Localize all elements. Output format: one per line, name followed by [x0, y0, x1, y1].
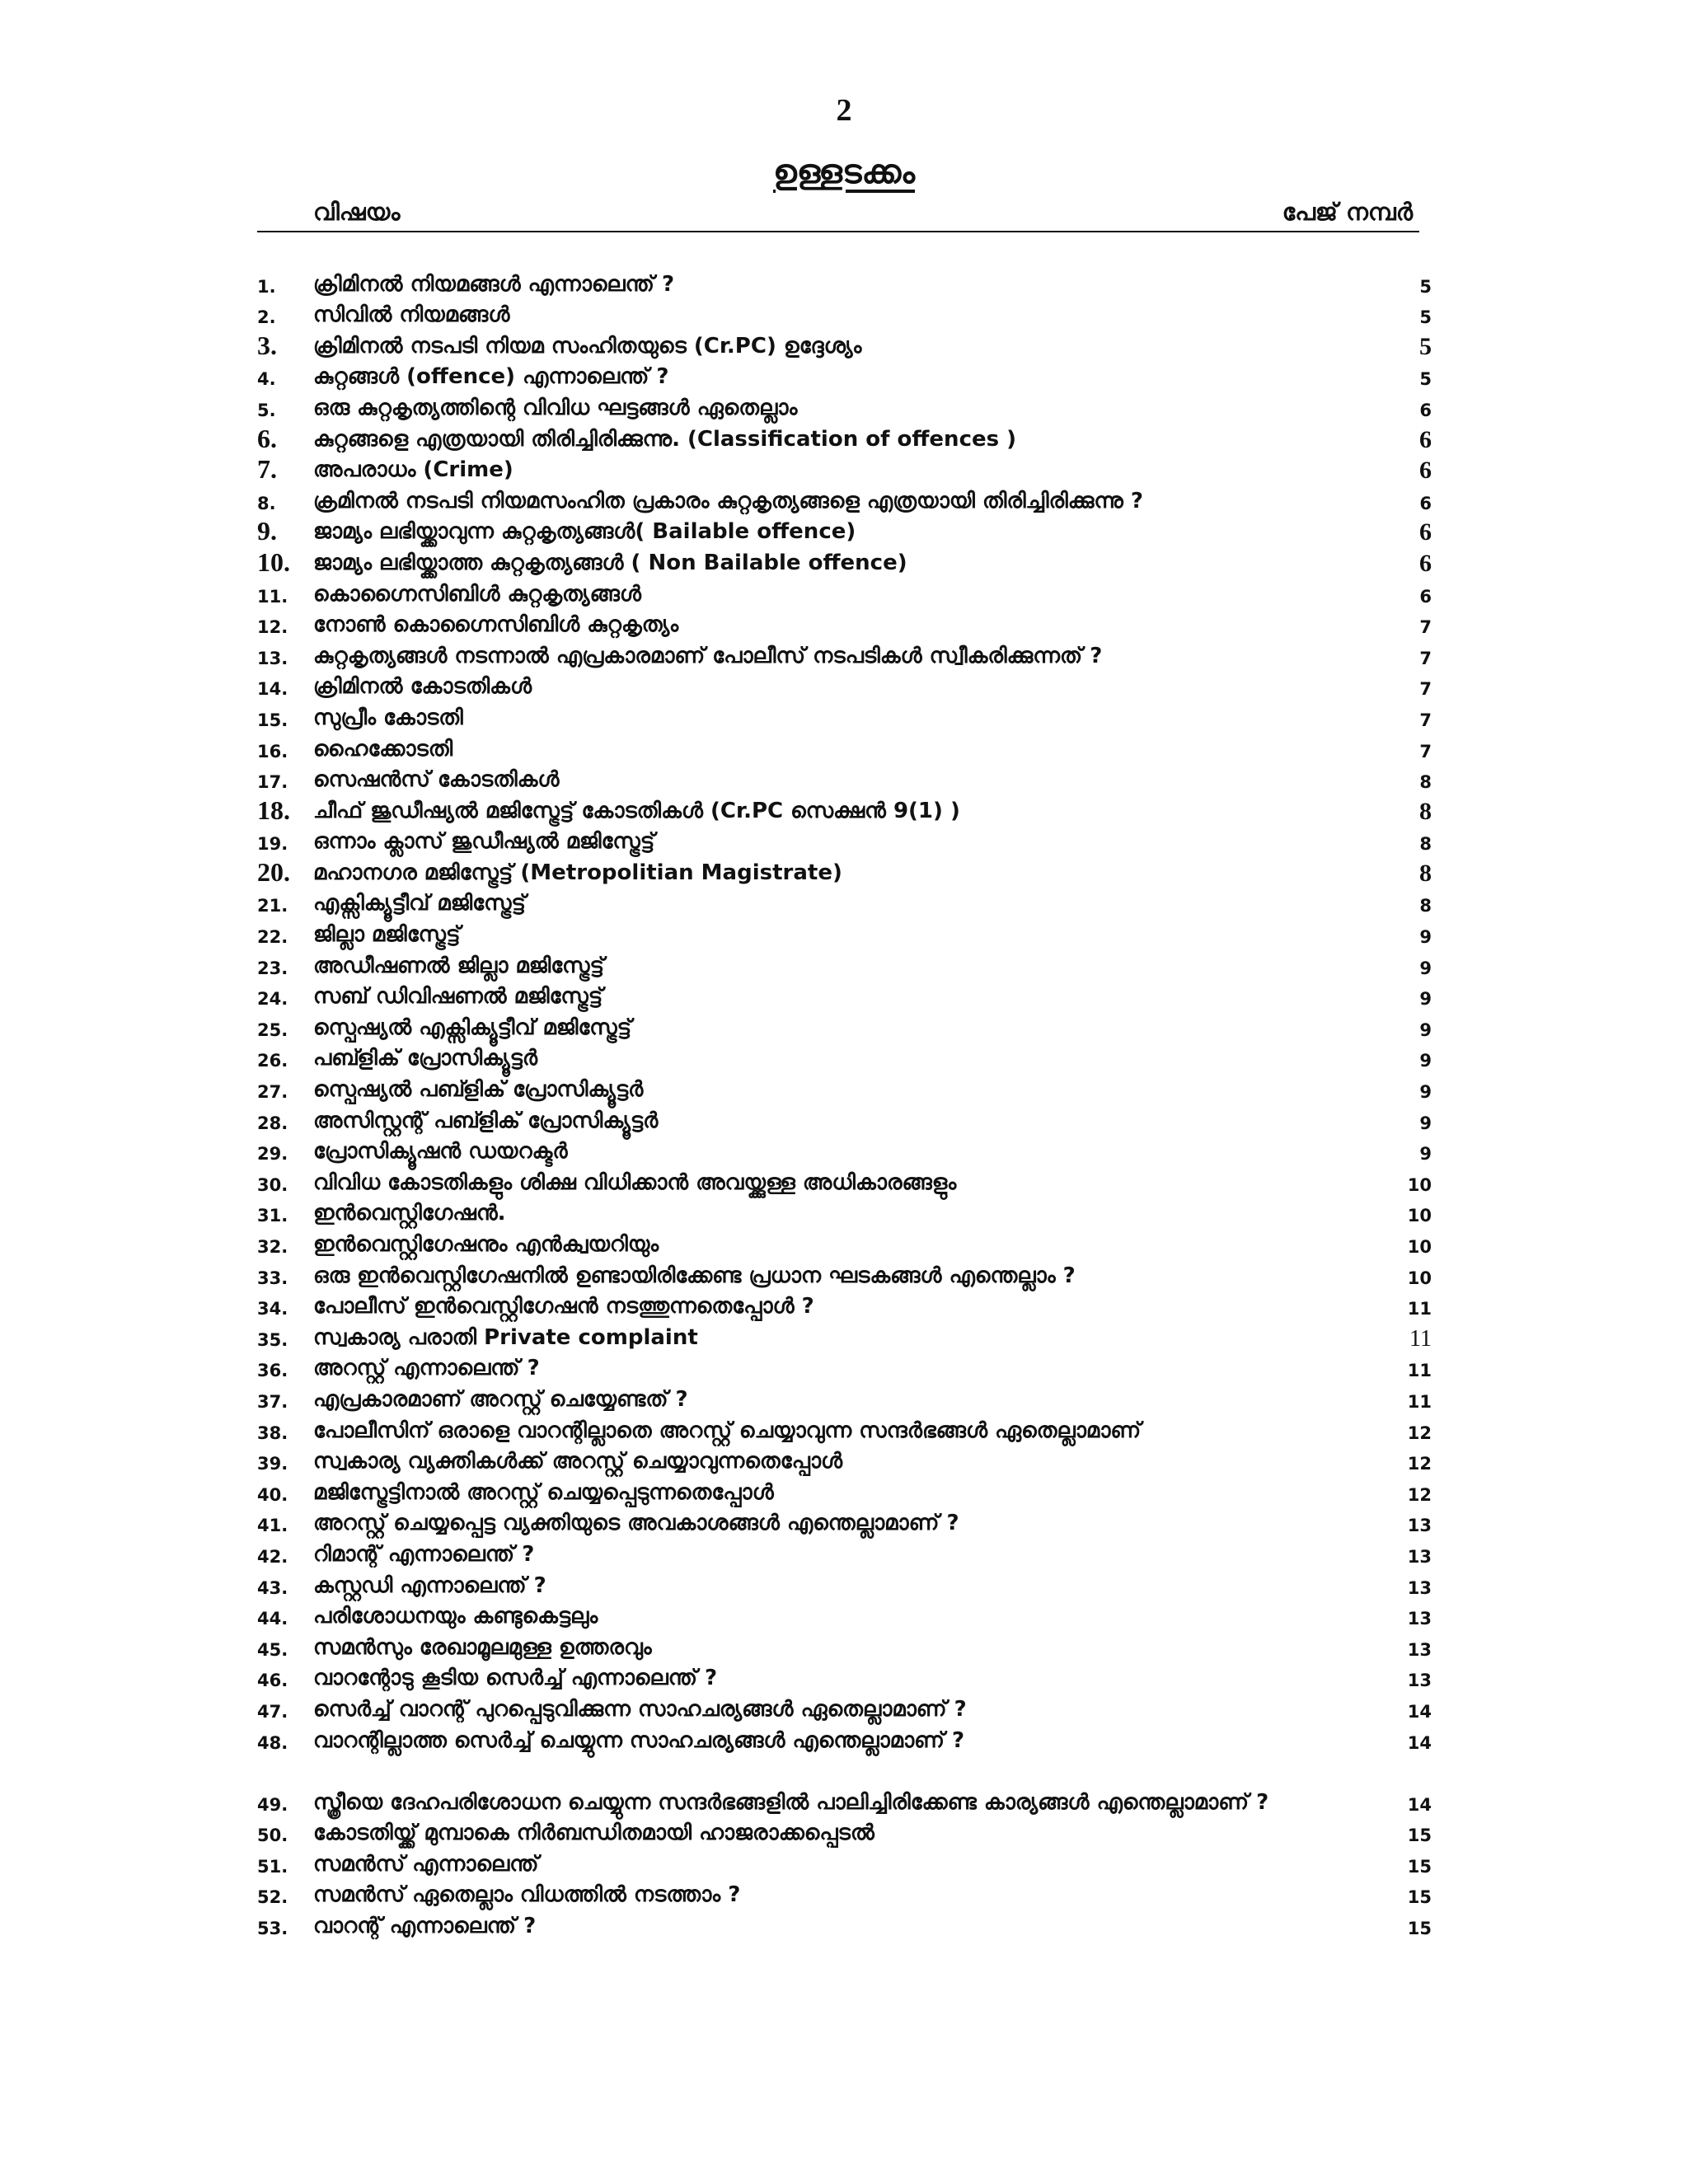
toc-entry: [257, 733, 1432, 764]
toc-entry-page: 11: [1409, 1325, 1432, 1352]
toc-entry-title: കുറ്റങ്ങളെ എത്രയായി തിരിച്ചിരിക്കുന്നു. (Classification of offences ): [313, 426, 1017, 452]
toc-entry-number: 19.: [257, 834, 288, 855]
toc-entry-title: അറസ്റ്റ് എന്നാലെന്ത് ?: [313, 1356, 540, 1381]
toc-entry-title: ഇൻവെസ്റ്റിഗേഷനും എൻക്വയറിയും: [313, 1232, 659, 1257]
toc-entry-title: ക്രിമിനൽ കോടതികൾ: [313, 674, 532, 700]
column-header-subject: വിഷയം: [313, 198, 401, 226]
toc-entry-title: ചീഫ് ജുഡീഷ്യൽ മജിസ്ട്രേട്ട് കോടതികൾ (Cr.PC സെക്ഷൻ 9(1) ): [313, 798, 960, 823]
toc-entry-page: 13: [1407, 1577, 1432, 1598]
toc-entry: [257, 1446, 1432, 1477]
toc-entry-page: 9: [1419, 1019, 1432, 1040]
toc-entry-title: നോൺ കൊഗ്നൈസിബിൾ കുറ്റകൃത്യം: [313, 612, 679, 638]
toc-entry-title: സമൻസും രേഖാമൂലമുള്ള ഉത്തരവും: [313, 1634, 652, 1660]
toc-entry-number: 42.: [257, 1546, 288, 1567]
toc-entry-title: ജാമ്യം ലഭിയ്ക്കാവുന്ന കുറ്റകൃത്യങ്ങൾ( Bailable offence): [313, 519, 856, 545]
toc-entry-title: എക്സിക്യൂട്ടീവ് മജിസ്ട്രേട്ട്: [313, 891, 526, 916]
toc-entry: [257, 454, 1432, 485]
toc-entry-number: 44.: [257, 1609, 288, 1629]
toc-title: [0, 153, 1688, 191]
toc-entry: [257, 268, 1432, 299]
toc-entry: [257, 1073, 1432, 1104]
toc-entry-title: കസ്റ്റഡി എന്നാലെന്ത് ?: [313, 1572, 546, 1598]
toc-entry-title: ജാമ്യം ലഭിയ്ക്കാത്ത കുറ്റകൃത്യങ്ങൾ ( Non Bailable offence): [313, 550, 907, 575]
toc-entry: [257, 1724, 1432, 1755]
toc-entry-number: 7.: [257, 454, 277, 485]
toc-entry: [257, 949, 1432, 981]
toc-entry-number: 3.: [257, 330, 277, 360]
toc-entry-title: അസിസ്റ്റന്റ് പബ്ളിക് പ്രോസിക്യൂട്ടർ: [313, 1108, 659, 1133]
toc-entry-number: 37.: [257, 1391, 288, 1412]
toc-entry: [257, 1259, 1432, 1291]
toc-title-text: ഉള്ളടക്കം: [772, 153, 916, 191]
toc-entry-number: 33.: [257, 1268, 288, 1288]
toc-entry-number: 22.: [257, 927, 288, 948]
toc-entry-page: 7: [1419, 617, 1432, 638]
toc-entry-page: 9: [1419, 1113, 1432, 1133]
toc-entry: [257, 918, 1432, 949]
toc-entry-number: 36.: [257, 1361, 288, 1381]
toc-entry: [257, 826, 1432, 857]
toc-entry: [257, 1043, 1432, 1074]
toc-entry-number: 13.: [257, 648, 288, 668]
toc-entry: [257, 888, 1432, 919]
toc-entry-number: 52.: [257, 1887, 288, 1908]
toc-entry-title: കോടതിയ്ക്ക് മുമ്പാകെ നിർബന്ധിതമായി ഹാജരാക്കപ്പെടൽ: [313, 1821, 874, 1846]
toc-entry-page: 13: [1407, 1671, 1432, 1691]
toc-entry: [257, 1011, 1432, 1043]
toc-entry-number: 53.: [257, 1918, 288, 1938]
toc-entry: [257, 391, 1432, 423]
toc-entry-title: മജിസ്ട്രേട്ടിനാൽ അറസ്റ്റ് ചെയ്യപ്പെടുന്നതെപ്പോൾ: [313, 1479, 774, 1505]
toc-entry-page: 10: [1407, 1174, 1432, 1195]
toc-entry-title: ഇൻവെസ്റ്റിഗേഷൻ.: [313, 1201, 506, 1226]
toc-entry-page: 13: [1407, 1546, 1432, 1567]
toc-entry: [257, 1321, 1432, 1352]
toc-entry: [257, 640, 1432, 671]
toc-entry-number: 38.: [257, 1422, 288, 1443]
toc-entry-title: സ്പെഷ്യൽ എക്സിക്യൂട്ടീവ് മജിസ്ട്രേട്ട്: [313, 1015, 632, 1040]
toc-entry-title: കൊഗ്നൈസിബിൾ കുറ്റകൃത്യങ്ങൾ: [313, 581, 641, 607]
toc-entry-title: ക്രിമിനൽ നടപടി നിയമ സംഹിതയുടെ (Cr.PC) ഉദ്ദേശ്യം: [313, 333, 862, 359]
toc-entry-page: 9: [1419, 989, 1432, 1010]
toc-entry-number: 45.: [257, 1639, 288, 1660]
toc-entry-page: 15: [1407, 1887, 1432, 1908]
toc-entry-page: 13: [1407, 1639, 1432, 1660]
toc-entry-page: 9: [1419, 958, 1432, 978]
toc-entry-number: 26.: [257, 1051, 288, 1071]
toc-entry-title: സെർച്ച് വാറന്റ് പുറപ്പെടുവിക്കുന്ന സാഹചര്യങ്ങൾ ഏതെല്ലാമാണ് ?: [313, 1696, 967, 1722]
toc-entry-title: പോലീസ് ഇൻവെസ്റ്റിഗേഷൻ നടത്തുന്നതെപ്പോൾ ?: [313, 1294, 814, 1319]
toc-entry-page: 10: [1407, 1268, 1432, 1288]
toc-entry-page: 6: [1419, 425, 1432, 453]
toc-entry-title: അഡീഷണൽ ജില്ലാ മജിസ്ട്രേട്ട്: [313, 953, 605, 978]
toc-entry-number: 20.: [257, 856, 290, 887]
toc-entry-number: 31.: [257, 1206, 288, 1226]
toc-entry-title: ക്രിമിനൽ നിയമങ്ങൾ എന്നാലെന്ത് ?: [313, 271, 675, 297]
toc-entry: [257, 1631, 1432, 1662]
toc-entry-page: 15: [1407, 1856, 1432, 1877]
toc-entry-number: 39.: [257, 1454, 288, 1474]
toc-entry: [257, 330, 1432, 361]
toc-entry-page: 7: [1419, 710, 1432, 730]
toc-entry: [257, 1228, 1432, 1259]
toc-entry-number: 5.: [257, 400, 276, 420]
toc-entry-number: 49.: [257, 1794, 288, 1815]
toc-entry-number: 18.: [257, 794, 290, 825]
toc-entry-title: സ്വകാര്യ വ്യക്തികൾക്ക് അറസ്റ്റ് ചെയ്യാവുന്നതെപ്പോൾ: [313, 1449, 843, 1474]
toc-entry-title: ഒരു ഇൻവെസ്റ്റിഗേഷനിൽ ഉണ്ടായിരിക്കേണ്ട പ്രധാന ഘടകങ്ങൾ എന്തെല്ലാം ?: [313, 1263, 1076, 1288]
toc-entry-number: 10.: [257, 546, 290, 577]
toc-entry-title: ഒന്നാം ക്ലാസ് ജുഡീഷ്യൽ മജിസ്ട്രേട്ട്: [313, 829, 655, 855]
toc-entry-title: വിവിധ കോടതികളും ശിക്ഷ വിധിക്കാൻ അവയ്ക്കുള്ള അധികാരങ്ങളും: [313, 1169, 957, 1195]
toc-entry-title: പോലീസിന് ഒരാളെ വാറന്റില്ലാതെ അറസ്റ്റ് ചെയ്യാവുന്ന സന്ദർഭങ്ങൾ ഏതെല്ലാമാണ്: [313, 1418, 1142, 1443]
toc-entry: [257, 1817, 1432, 1849]
toc-entry-page: 5: [1419, 369, 1432, 390]
toc-entry-number: 16.: [257, 741, 288, 762]
toc-entry-title: സ്ത്രീയെ ദേഹപരിശോധന ചെയ്യുന്ന സന്ദർഭങ്ങളിൽ പാലിച്ചിരിക്കേണ്ട കാര്യങ്ങൾ എന്തെല്ലാമാണ് ?: [313, 1789, 1269, 1815]
toc-entry: [257, 578, 1432, 609]
toc-entry-title: സമൻസ് എന്നാലെന്ത്: [313, 1851, 539, 1877]
toc-entry-page: 15: [1407, 1825, 1432, 1846]
toc-entry-page: 9: [1419, 927, 1432, 948]
toc-entry-number: 28.: [257, 1113, 288, 1133]
toc-entry-title: സ്വകാര്യ പരാതി Private complaint: [313, 1324, 698, 1350]
toc-entry-title: സമൻസ് ഏതെല്ലാം വിധത്തിൽ നടത്താം ?: [313, 1882, 741, 1908]
toc-entry-page: 14: [1407, 1701, 1432, 1722]
toc-entry-title: സെഷൻസ് കോടതികൾ: [313, 767, 560, 793]
toc-entry-page: 6: [1419, 549, 1432, 577]
toc-entry: [257, 1755, 1432, 1817]
toc-entry: [257, 1910, 1432, 1941]
toc-entry-page: 9: [1419, 1051, 1432, 1071]
toc-entry-number: 46.: [257, 1671, 288, 1691]
toc-entry-page: 6: [1419, 518, 1432, 546]
column-header: [257, 198, 1419, 232]
toc-entry-number: 32.: [257, 1237, 288, 1257]
toc-entry-title: അപരാധം (Crime): [313, 457, 513, 483]
toc-entry: [257, 1352, 1432, 1384]
toc-entry: [257, 516, 1432, 547]
toc-entry-title: വാറന്റോടു കൂടിയ സെർച്ച് എന്നാലെന്ത് ?: [313, 1666, 718, 1691]
toc-entry: [257, 1662, 1432, 1694]
toc-entry-title: ജില്ലാ മജിസ്ട്രേട്ട്: [313, 922, 461, 948]
toc-entry-page: 11: [1407, 1299, 1432, 1319]
toc-entry-page: 11: [1407, 1391, 1432, 1412]
toc-entry-number: 15.: [257, 710, 288, 730]
toc-entry: [257, 609, 1432, 640]
toc-entry-number: 2.: [257, 307, 276, 328]
toc-entry-number: 48.: [257, 1732, 288, 1753]
toc-entry-page: 6: [1419, 586, 1432, 607]
toc-entry-page: 6: [1419, 400, 1432, 420]
toc-entry: [257, 856, 1432, 888]
toc-entry-title: സ്പെഷ്യൽ പബ്ളിക് പ്രോസിക്യൂട്ടർ: [313, 1077, 644, 1103]
toc-entry-page: 6: [1419, 457, 1432, 485]
toc-entry: [257, 423, 1432, 454]
toc-entry-page: 6: [1419, 493, 1432, 513]
toc-entry-number: 30.: [257, 1174, 288, 1195]
toc-entry-page: 13: [1407, 1609, 1432, 1629]
toc-entry: [257, 1383, 1432, 1414]
toc-entry-page: 5: [1419, 307, 1432, 328]
toc-entry-page: 7: [1419, 679, 1432, 700]
toc-entry-title: വാറന്റ് എന്നാലെന്ത് ?: [313, 1913, 537, 1938]
toc-entry-number: 27.: [257, 1082, 288, 1103]
toc-entry-page: 8: [1419, 896, 1432, 916]
toc-entry: [257, 1476, 1432, 1507]
toc-entry: [257, 1569, 1432, 1601]
toc-entry-number: 14.: [257, 679, 288, 700]
toc-entry-number: 41.: [257, 1516, 288, 1536]
toc-entry-number: 35.: [257, 1329, 288, 1350]
toc-entry-title: ഹൈക്കോടതി: [313, 736, 453, 762]
toc-entry-title: വാറന്റില്ലാത്ത സെർച്ച് ചെയ്യുന്ന സാഹചര്യങ്ങൾ എന്തെല്ലാമാണ് ?: [313, 1727, 965, 1753]
toc-entry-number: 11.: [257, 586, 288, 607]
toc-entry-page: 8: [1419, 797, 1432, 825]
toc-entry-page: 14: [1407, 1794, 1432, 1815]
toc-entry: [257, 1104, 1432, 1136]
toc-entry: [257, 546, 1432, 578]
toc-entry-number: 43.: [257, 1577, 288, 1598]
toc-entry-page: 9: [1419, 1082, 1432, 1103]
toc-entry-title: പ്രോസിക്യൂഷൻ ഡയറക്ടർ: [313, 1139, 568, 1165]
toc-entry-title: കുറ്റകൃത്യങ്ങൾ നടന്നാൽ എപ്രകാരമാണ് പോലീസ് നടപടികൾ സ്വീകരിക്കുന്നത് ?: [313, 643, 1103, 668]
toc-entry-page: 5: [1419, 332, 1432, 360]
toc-entry-number: 12.: [257, 617, 288, 638]
toc-entry-page: 13: [1407, 1516, 1432, 1536]
toc-entry: [257, 299, 1432, 330]
toc-entry-number: 29.: [257, 1144, 288, 1165]
toc-entry-title: ക്രമിനൽ നടപടി നിയമസംഹിത പ്രകാരം കുറ്റകൃത്യങ്ങളെ എത്രയായി തിരിച്ചിരിക്കുന്നു ?: [313, 488, 1143, 513]
toc-entry-page: 14: [1407, 1732, 1432, 1753]
toc-entry-page: 12: [1407, 1454, 1432, 1474]
toc-entry-number: 8.: [257, 493, 276, 513]
toc-entry: [257, 1693, 1432, 1724]
toc-entry-page: 8: [1419, 859, 1432, 887]
toc-entry-title: കുറ്റങ്ങൾ (offence) എന്നാലെന്ത് ?: [313, 364, 669, 390]
toc-entry-title: എപ്രകാരമാണ് അറസ്റ്റ് ചെയ്യേണ്ടത് ?: [313, 1386, 688, 1412]
toc-entry-title: പരിശോധനയും കണ്ടുകെട്ടലും: [313, 1604, 598, 1629]
column-header-page: പേജ് നമ്പർ: [1282, 198, 1413, 226]
toc-entry-page: 9: [1419, 1144, 1432, 1165]
toc-entry: [257, 1166, 1432, 1197]
toc-entry: [257, 1136, 1432, 1167]
toc-entry-title: സബ് ഡിവിഷണൽ മജിസ്ട്രേട്ട്: [313, 984, 603, 1010]
toc-entry: [257, 764, 1432, 795]
toc-entry-number: 4.: [257, 369, 276, 390]
toc-entry-number: 1.: [257, 276, 276, 297]
toc-entry-page: 12: [1407, 1484, 1432, 1505]
toc-entry-page: 12: [1407, 1422, 1432, 1443]
toc-entry-title: സുപ്രീം കോടതി: [313, 705, 463, 730]
toc-entry-title: ഒരു കുറ്റകൃത്യത്തിന്റെ വിവിധ ഘട്ടങ്ങൾ ഏതെല്ലാം: [313, 395, 798, 420]
toc-entry: [257, 1848, 1432, 1879]
toc-entry-title: സിവിൽ നിയമങ്ങൾ: [313, 302, 510, 328]
toc-entry-title: അറസ്റ്റ് ചെയ്യപ്പെട്ട വ്യക്തിയുടെ അവകാശങ്ങൾ എന്തെല്ലാമാണ് ?: [313, 1511, 959, 1536]
toc-entry-number: 34.: [257, 1299, 288, 1319]
toc-entry-page: 10: [1407, 1237, 1432, 1257]
toc-entry: [257, 1197, 1432, 1229]
toc-entry: [257, 485, 1432, 516]
toc-entry: [257, 1601, 1432, 1632]
toc-entry-page: 7: [1419, 648, 1432, 668]
toc-entry: [257, 361, 1432, 392]
toc-entry-number: 6.: [257, 423, 277, 453]
toc-entry-page: 7: [1419, 741, 1432, 762]
toc-entry: [257, 1507, 1432, 1539]
toc-entry-page: 8: [1419, 772, 1432, 793]
toc-entry: [257, 1538, 1432, 1569]
toc-entry-number: 21.: [257, 896, 288, 916]
toc-entry-title: പബ്ളിക് പ്രോസിക്യൂട്ടർ: [313, 1046, 538, 1071]
toc-entry-number: 51.: [257, 1856, 288, 1877]
toc-entry: [257, 1414, 1432, 1446]
toc-entry-number: 9.: [257, 516, 277, 546]
toc-entry-number: 24.: [257, 989, 288, 1010]
toc-entry-page: 5: [1419, 276, 1432, 297]
toc-entry: [257, 794, 1432, 826]
toc-entry-page: 11: [1407, 1361, 1432, 1381]
toc-entry: [257, 1291, 1432, 1322]
toc-entry-number: 23.: [257, 958, 288, 978]
toc-entry-title: റിമാന്റ് എന്നാലെന്ത് ?: [313, 1541, 535, 1567]
toc-entry-page: 15: [1407, 1918, 1432, 1938]
toc-entry-page: 8: [1419, 834, 1432, 855]
toc-entry-number: 25.: [257, 1019, 288, 1040]
toc-entry: [257, 1879, 1432, 1910]
toc-entry-page: 10: [1407, 1206, 1432, 1226]
toc-entry: [257, 701, 1432, 733]
toc-entry-title: മഹാനഗര മജിസ്ട്രേട്ട് (Metropolitian Magistrate): [313, 860, 842, 885]
toc-entry-number: 40.: [257, 1484, 288, 1505]
page-number: 2: [836, 93, 852, 128]
toc-entry-number: 17.: [257, 772, 288, 793]
toc-list: [257, 268, 1432, 1941]
toc-entry: [257, 981, 1432, 1012]
toc-entry: [257, 671, 1432, 702]
toc-entry-number: 50.: [257, 1825, 288, 1846]
toc-entry-number: 47.: [257, 1701, 288, 1722]
